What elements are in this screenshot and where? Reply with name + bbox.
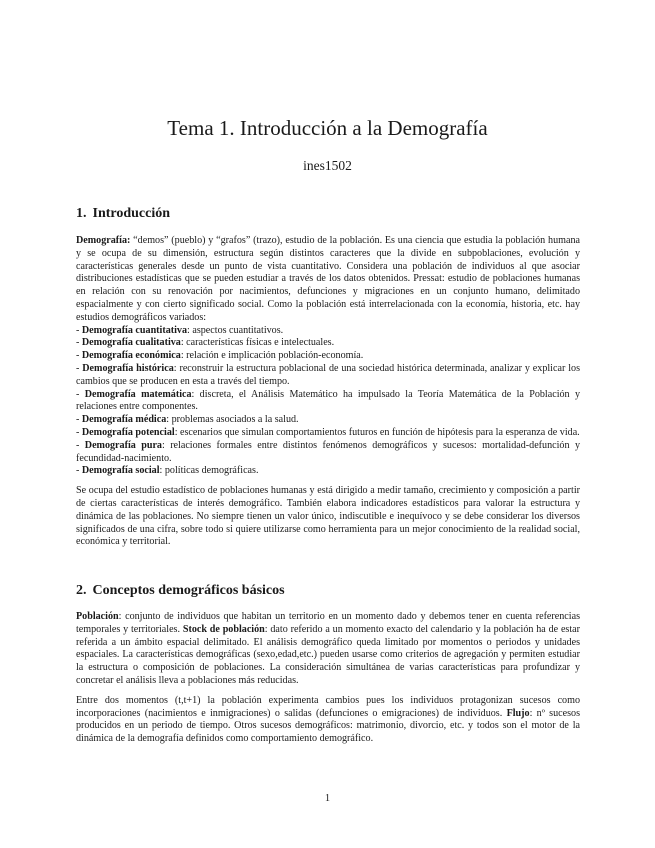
list-item: - Demografía pura: relaciones formales entre distintos fenómenos demográficos y sucesos: mortalidad-defunción y fecundidad-nacimiento. [76,439,580,464]
type-desc: : políticas demográficas. [159,465,259,477]
type-term: Demografía económica [81,350,181,362]
type-term: Demografía médica [81,414,167,426]
flujo-paragraph [76,695,580,746]
section-1-closing-paragraph: Se ocupa del estudio estadístico de poblaciones humanas y está dirigido a medir tamaño, crecimiento y composición a partir de ciertas características de interés demográfico. También elabora indicadores estadísticos para valorar la estructura y dinámica de las poblaciones. No siempre tienen un valor único, indiscutible e inequívoco y se debe considerar los diversos significados de una cifra, sobre todo si quiere utilizarse como herramienta para un mejor conocimiento de la realidad social, económica y territorial. [76,485,580,548]
type-term: Demografía histórica [82,362,174,374]
flujo-text: : nº sucesos producidos en un periodo de tiempo. Otros sucesos demográficos: matrimonio, divorcio, etc. y todos son el motor de la dinámica de la demografía definidos como comportamiento demográfico. [76,707,580,745]
type-desc: : escenarios que simulan comportamientos futuros en función de hipótesis para la esperanza de vida. [174,426,580,438]
poblacion-text: : conjunto de individuos que habitan un territorio en un momento dado y debemos tener en cuenta referencias temporales y territoriales. [76,611,580,635]
list-item: - Demografía médica: problemas asociados a la salud. [76,414,299,426]
type-desc: : relación e implicación población-economía. [180,350,364,362]
type-desc: : características físicas e intelectuales. [180,337,335,349]
list-item: - Demografía económica: relación e implicación población-economía. [76,350,364,362]
flujo-term: Flujo [506,707,530,719]
list-item: - Demografía cuantitativa: aspectos cuantitativos. [76,324,284,336]
type-term: Demografía social [81,465,160,477]
section-1-heading [76,206,170,222]
list-item: - Demografía histórica: reconstruir la estructura poblacional de una sociedad histórica determinada, analizar y explicar los cambios que se producen en esta a través del tiempo. [76,362,580,387]
demografia-text: “demos” (pueblo) y “grafos” (trazo), estudio de la población. Es una ciencia que estudia la población humana y se ocupa de su dimensión, estructura según distintos caracteres que la divide en subpoblaciones, evolución y características generales desde un punto de vista cuantitativo. Considera una población de individuos al que asociar distribuciones estadísticas que se pueden estudiar a través de los datos obtenidos. Pressat: estudio de poblaciones humanas en relación con su renovación por nacimientos, defunciones y migraciones en un conjunto humano, delimitado espacialmente y con cierto significado social. Como la población está interrelacionada con la economía, historia, etc. hay estudios demográficos variados: [76,235,580,323]
stock-term: Stock de población [182,623,265,635]
type-desc: : aspectos cuantitativos. [187,324,284,336]
stock-text: : dato referido a un momento exacto del calendario y la población ha de estar referida a un ámbito espacial delimitado. El análisis demográfico queda limitado por momentos o periodos y unidades espaciales. La características demográficas (sexo,edad,etc.) pueden usarse como criterios de agregación y permiten estudiar la estructura o composición de poblaciones. La consideración simultánea de varias características para profundizar y concretar el análisis lleva a poblaciones más reducidas. [76,623,580,686]
demografia-definition [76,235,580,325]
section-1-title: Introducción [92,206,171,221]
type-desc: : relaciones formales entre distintos fenómenos demográficos y sucesos: mortalidad-defunción y fecundidad-nacimiento. [76,439,580,464]
type-term: Demografía cuantitativa [81,324,188,336]
list-item: - Demografía potencial: escenarios que simulan comportamientos futuros en función de hipótesis para la esperanza de vida. [76,426,580,438]
document-author: ines1502 [303,158,352,173]
list-item: - Demografía cualitativa: características físicas e intelectuales. [76,337,335,349]
type-desc: : discreta, el Análisis Matemático ha impulsado la Teoría Matemática de la Población y relaciones entre componentes. [76,388,580,413]
section-2-heading [76,583,285,599]
demografia-term: Demografía: [76,235,131,246]
section-2-body [76,611,580,746]
section-2-number: 2. [76,583,87,598]
document-title: Tema 1. Introducción a la Demografía [167,116,488,140]
type-term: Demografía potencial [81,426,175,438]
type-term: Demografía cualitativa [81,337,181,349]
poblacion-paragraph [76,611,580,688]
section-1-body [76,235,580,549]
type-term: Demografía matemática [84,388,192,400]
type-desc: : reconstruir la estructura poblacional de una sociedad histórica determinada, analizar y explicar los cambios que se producen en esta a través del tiempo. [76,362,580,387]
list-item: - Demografía matemática: discreta, el Análisis Matemático ha impulsado la Teoría Matemática de la Población y relaciones entre componentes. [76,388,580,413]
section-1-number: 1. [76,206,87,221]
demography-types-list [76,325,580,479]
section-2-title: Conceptos demográficos básicos [92,583,285,598]
page-number: 1 [324,793,331,804]
momentos-text: Entre dos momentos (t,t+1) la población experimenta cambios pues los individuos protagonizan sucesos como incorporaciones (nacimientos e inmigraciones) o salidas (defunciones o emigraciones) de individuos. [76,694,580,719]
poblacion-term: Población [76,611,119,622]
type-term: Demografía pura [84,439,162,451]
type-desc: : problemas asociados a la salud. [166,414,299,426]
list-item: - Demografía social: políticas demográficas. [76,465,259,477]
